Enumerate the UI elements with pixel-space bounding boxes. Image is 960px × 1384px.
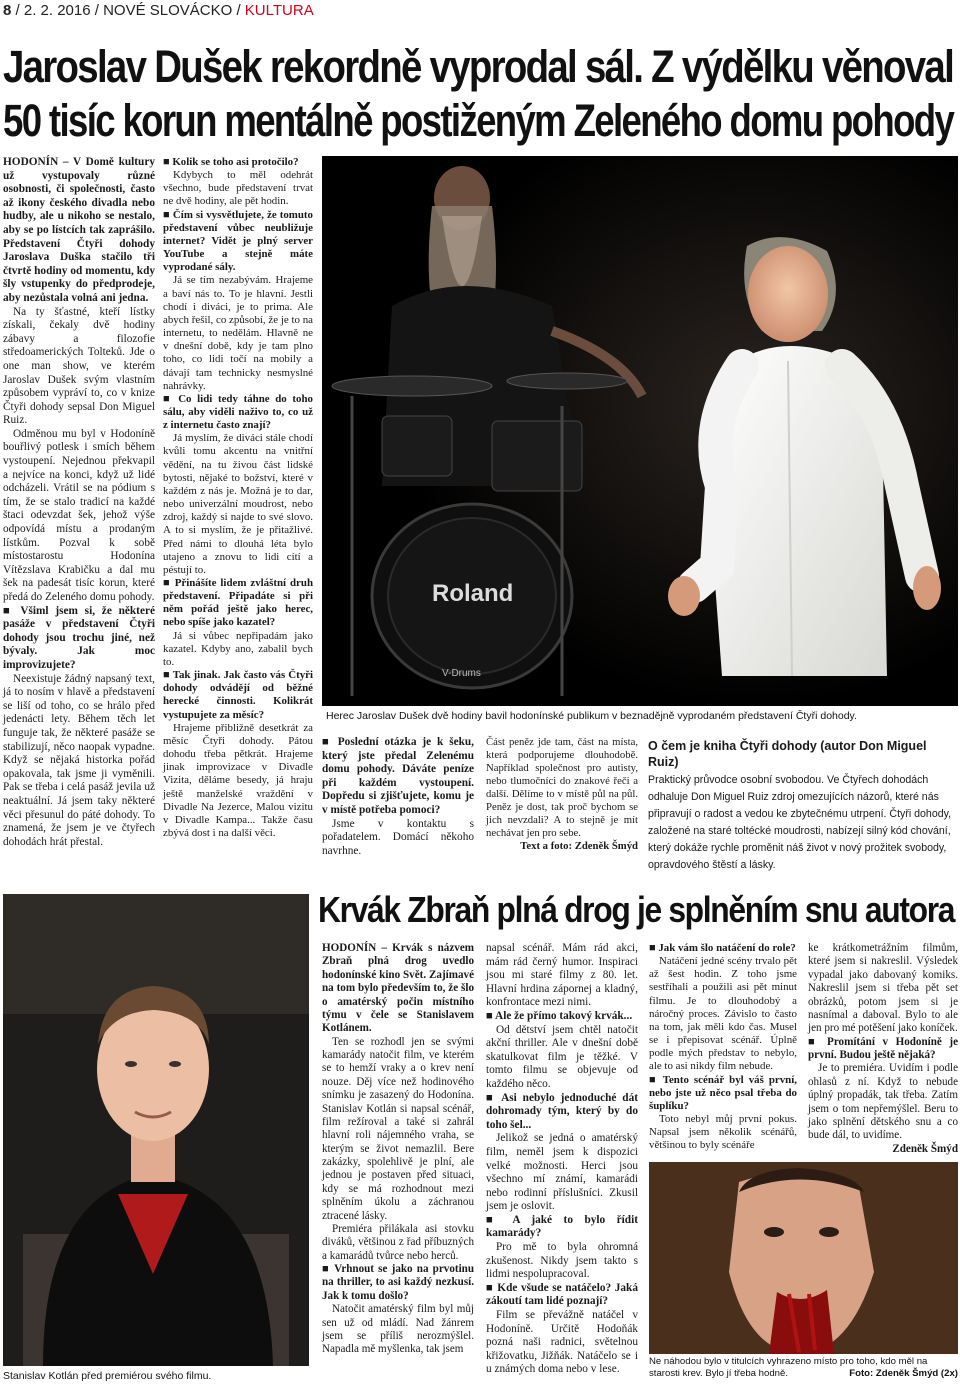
interview-question: ■ Tak jinak. Jak často vás Čtyři dohody odvádějí od běžné herecké činnosti. Kolikrát vystupujete za měsíc?: [163, 669, 313, 722]
article2-column-2: [486, 942, 638, 1377]
article2-photo-caption-left: Stanislav Kotlán před premiérou svého filmu.: [3, 1370, 212, 1382]
article2-lead-paragraph: HODONÍN – Krvák s názvem Zbraň plná drog uvedlo hodonínské kino Svět. Zajímavé na tom bylo především to, že šlo o amatérský počin místního týmu v čele se Stanislavem Kotlánem.: [322, 942, 474, 1035]
interview-answer: Kdybych to měl odehrát všechno, bude představení trvat ne dvě hodiny, ale pět hodin.: [163, 169, 313, 208]
article2-column-3: [649, 942, 797, 1153]
film-still-caption-text: Ne náhodou bylo v titulcích vyhrazeno místo pro toho, kdo měl na starosti krev. Bylo jí třeba hodně.: [649, 1356, 928, 1379]
interview-question: ■ Přinášíte lidem zvláštní druh představení. Připadáte si při něm pořád ještě jako herec, nebo spíše jako kazatel?: [163, 577, 313, 630]
interview-question: ■ Jak vám šlo natáčení do role?: [649, 942, 797, 955]
interview-question: ■ Promítání v Hodoníně je první. Budou ještě nějaká?: [808, 1036, 958, 1063]
portrait-illustration: [3, 894, 309, 1366]
article2-paragraph: Premiéra přilákala asi stovku diváků, většinou z řad příbuzných a kamarádů tvůrce nebo herců.: [322, 1222, 474, 1262]
interview-answer: Jsme v kontaktu s pořadatelem. Domácí někoho navrhne.: [322, 817, 474, 857]
drum-brand-logo: Roland: [432, 580, 514, 607]
article2-photo-caption-right: [649, 1356, 958, 1380]
interview-question: ■ Asi nebylo jednoduché dát dohromady tým, který by do toho šel...: [486, 1092, 638, 1133]
interview-question: ■ A jaké to bylo řídit kamarády?: [486, 1214, 638, 1241]
interview-answer: Hrajeme přibližně desetkrát za měsíc Čtyři dohody. Pátou dohodu třeba pětkrát. Hrajeme jinak improvizace v Divadle Vizita, děláme besedy, já hraju ještě manželské vraždění v Divadle Na Jezerce, Malou vizitu v Divadle Kampa... Takže času zbývá dost i na další věci.: [163, 721, 313, 839]
photo-credit: Foto: Zdeněk Šmýd (2x): [849, 1368, 958, 1379]
interview-question: ■ Kde všude se natáčelo? Jaká zákoutí tam lidé poznají?: [486, 1282, 638, 1309]
page-number: 8: [3, 2, 12, 19]
interview-answer: Od dětství jsem chtěl natočit akční thriller. Ale v dnešní době skatulkovat film je těžké. V tomto filmu se objevuje od každého něco.: [486, 1023, 638, 1090]
interview-answer: Natočit amatérský film byl můj sen už od mládí. Nad žánrem jsem se příliš nerozmýšlel. Napadla mě myšlenka, tak jsem: [322, 1303, 474, 1356]
interview-answer: napsal scénář. Mám rád akci, mám rád černý humor. Inspiraci jsou mi staré filmy z 80. let. Hlavní hrdina zápornej a kladný, konfrontace mezi nimi.: [486, 942, 638, 1009]
interview-question: ■ Tento scénář byl váš první, nebo jste už něco psal třeba do šuplíku?: [649, 1074, 797, 1113]
article1-photo-caption: Herec Jaroslav Dušek dvě hodiny bavil hodonínské publikum v beznadějně vyprodaném představení Čtyři dohody.: [326, 710, 857, 722]
article2-author-signature: Zdeněk Šmýd: [892, 1142, 958, 1155]
page-header: [0, 0, 960, 22]
interview-answer: Toto nebyl můj první pokus. Napsal jsem několik scénářů, většinou to byly scénáře: [649, 1113, 797, 1152]
interview-answer: Já myslím, že diváci stále chodí kvůli tomu akcentu na vnitřní vědění, na tu živou část lidské bytosti, nějaké to božství, které v každém z nás je. Možná je to dar, nebo univerzální moudrost, nebo zdroj, každý si najde to své slovo. A to si myslím, že je přitažlivé. Před námi to dlouhá léta bylo utajeno a znovu to lidi cítí a péstují to.: [163, 432, 313, 576]
article1-column-4: [486, 736, 638, 852]
film-still-photo: [649, 1162, 958, 1354]
interview-answer: Neexistuje žádný napsaný text, já to nosím v hlavě a představení se liší od toho, co se hrálo před jedenácti lety. Během těch let funguje tak, že některé pasáže se stabilizují, něco naopak vypadne. Když se nějaká historka pořád opakovala, tak jsme ji vyměnili. Pak se třeba i celá pasáž jevila už neaktuální. Já jsem taky některé věci přesunul do páté dohody. To znamená, že jsem je ve čtyřech dohodách hrát přestal.: [3, 672, 155, 848]
article1-headline-line1: Jaroslav Dušek rekordně vyprodal sál. Z výdělku věnoval: [3, 41, 954, 92]
header-section: KULTURA: [244, 2, 314, 19]
interview-question: ■ Vrhnout se jako na prvotinu na thriller, to asi každý nezkusí. Jak k tomu došlo?: [322, 1263, 474, 1303]
article1-column-2: [163, 156, 313, 840]
drum-brand-sublogo: V-Drums: [442, 668, 481, 679]
article2-headline: Krvák Zbraň plná drog je splněním snu autora: [318, 889, 955, 930]
stage-photo-jaroslav-dusek: [322, 156, 958, 706]
interview-answer: Natáčení jedné scény trvalo pět až šest hodin. Z toho jsme sestříhali a použili asi pět minut filmu. Je to dlouhodobý a náročný proces. Závislo to často na tom, jak měli kdo čas. Musel se i přepisovat scénář. Úplně podle mých představ to nebylo, ale to asi nikdy film nebude.: [649, 955, 797, 1073]
book-info-text: Praktický průvodce osobní svobodou. Ve Čtyřech dohodách odhaluje Don Miguel Ruiz zdroj omezujících názorů, které nás připravují o radost a vedou ke zbytečnému utrpení. Čtyři dohody, založené na staré toltécké moudrosti, nabízejí silný kód chování, který dokáže rychle proměnit náš život v nový prožitek svobody, opravdového štěstí a lásky.: [648, 774, 952, 871]
portrait-photo-stanislav-kotlan: [3, 894, 309, 1366]
book-info-title: O čem je kniha Čtyři dohody (autor Don Miguel Ruiz): [648, 739, 927, 769]
interview-question: ■ Co lidi tedy táhne do toho sálu, aby viděli naživo to, co už z internetu často znají?: [163, 393, 313, 432]
article1-paragraph: Odměnou mu byl v Hodoníně bouřlivý potlesk i smích během vystoupení. Nejednou překvapil a nejvíce na konci, když už lidé odcházeli. Vrátil se na pódium s tím, že se stalo tradicí na každé štaci odevzdat šek, jehož výše odpovídá místu a prodaným lístkům. Pozval k sobě místostarostu Hodonína Vítězslava Krabičku a dal mu šek na padesát tisíc korun, které předá do Zeleného domu pohody.: [3, 427, 155, 603]
stage-photo-illustration: [322, 156, 958, 706]
article1-author-signature: Text a foto: Zdeněk Šmýd: [520, 839, 638, 852]
article1-paragraph: Na ty šťastné, kteří lístky získali, čekaly dvě hodiny zábavy a filozofie středoamerických Tolteků. Jde o one man show, ve kterém Jaroslav Dušek svým vlastním způsobem vypráví to, co v knize Čtyři dohody sepsal Don Miguel Ruiz.: [3, 305, 155, 427]
article1-lead-paragraph: HODONÍN – V Domě kultury už vystupovaly různé osobnosti, či společnosti, často až ikony českého divadla nebo hudby, ale u nikoho se nestalo, aby se po lístcích tak zaprášilo. Představení Čtyři dohody Jaroslava Duška stačilo tři čtvrtě hodiny od momentu, kdy šly vstupenky do předprodeje, aby nezůstala volná ani jedna.: [3, 156, 155, 304]
interview-answer: Pro mě to byla ohromná zkušenost. Nikdy jsem takto s lidmi nespolupracoval.: [486, 1241, 638, 1281]
interview-question: ■ Čím si vysvětlujete, že tomuto představení vůbec neubližuje internet? Vidět je plný server YouTube a stejně máte vyprodané sály.: [163, 209, 313, 275]
article2-column-4: [808, 942, 958, 1156]
interview-question: ■ Poslední otázka je k šeku, který jste předal Zelenému domu pohody. Dáváte peníze při každém vystoupení. Dopředu si zjišťujete, komu je v místě potřeba pomoci?: [322, 736, 474, 818]
interview-answer: Já se tím nezabývám. Hrajeme a baví nás to. To je hlavní. Jestli chodí i diváci, je to prima. Ale abych řešil, co způsobí, že je to na internetu, to nedělám. Hlavně ne v dnešní době, kdy je tam plno toho, co lidi točí na mobily a dávají tam technicky nesmyslné nahrávky.: [163, 274, 313, 392]
article2-paragraph: Ten se rozhodl jen se svými kamarády natočit film, ve kterém se to hemží vraky a o krev není nouze. Děj více než hodinového snímku je zasazený do Hodonína. Stanislav Kotlán si napsal scénář, film režíroval a také si zahrál hlavní roli nájemného vraha, se kterým se život nemazlil. Bere zakázky, spolehlivě je plní, ale jednou je postaven před situaci, kdy se má rozhodnout mezi splněním úkolu a záchranou ztracené lásky.: [322, 1035, 474, 1222]
interview-answer: Film se převážně natáčel v Hodoníně. Určitě Hodoňák pozná naši radnici, světelnou křižovatku, Jižňák. Natáčelo se i u známých doma nebo v lese.: [486, 1309, 638, 1376]
article1-headline-line2: 50 tisíc korun mentálně postiženým Zeleného domu pohody: [3, 95, 954, 146]
film-still-illustration: [649, 1162, 958, 1354]
book-info-box: [648, 738, 958, 871]
interview-answer: Já si vůbec nepřipadám jako kazatel. Kdyby ano, zabalil bych to.: [163, 629, 313, 668]
article2-column-1: [322, 942, 474, 1357]
interview-answer: ke krátkometrážním filmům, které jsem si nakreslil. Výsledek vypadal jako dabovaný komiks. Nakreslil jsem si třeba pět set obrázků, potom jsem si je nasnímal a daboval. Bylo to ale jen pro mé potěšení jako koníček.: [808, 942, 958, 1035]
interview-question: ■ Kolik se toho asi protočilo?: [163, 156, 313, 169]
article1-column-1: [3, 156, 155, 849]
article1-column-3: [322, 736, 474, 858]
interview-answer: Část peněz jde tam, část na místa, která podporujeme dlouhodobě. Například společnost pro autisty, nebo tlumočníci do znakové řeči a další. Dělíme to v místě půl na půl. Peněz je dost, tak proč bychom se jich nevzdali? A to stejně je mít nechávat jen pro sebe.: [486, 736, 638, 839]
interview-question: ■ Ale že přímo takový krvák...: [486, 1010, 638, 1024]
interview-answer: Je to premiéra. Uvidím i podle ohlasů z ní. Když to nebude úplný propadák, tak třeba. Zatím jsem o tom nepřemýšlel. Beru to jako splnění dětského snu a co bude dál, to uvidíme.: [808, 1062, 958, 1142]
interview-question: ■ Všiml jsem si, že některé pasáže v představení Čtyři dohody jsou trochu jiné, než bývaly. Jak moc improvizujete?: [3, 605, 155, 673]
interview-answer: Jelikož se jedná o amatérský film, neměl jsem k dispozici velké možnosti. Herci jsou všechno mí známí, kamarádi nebo rodinní příslušníci. Zkusil jsem je oslovit.: [486, 1132, 638, 1213]
article1-headline: [3, 40, 957, 148]
header-date-paper: / 2. 2. 2016 / NOVÉ SLOVÁCKO /: [15, 2, 241, 19]
